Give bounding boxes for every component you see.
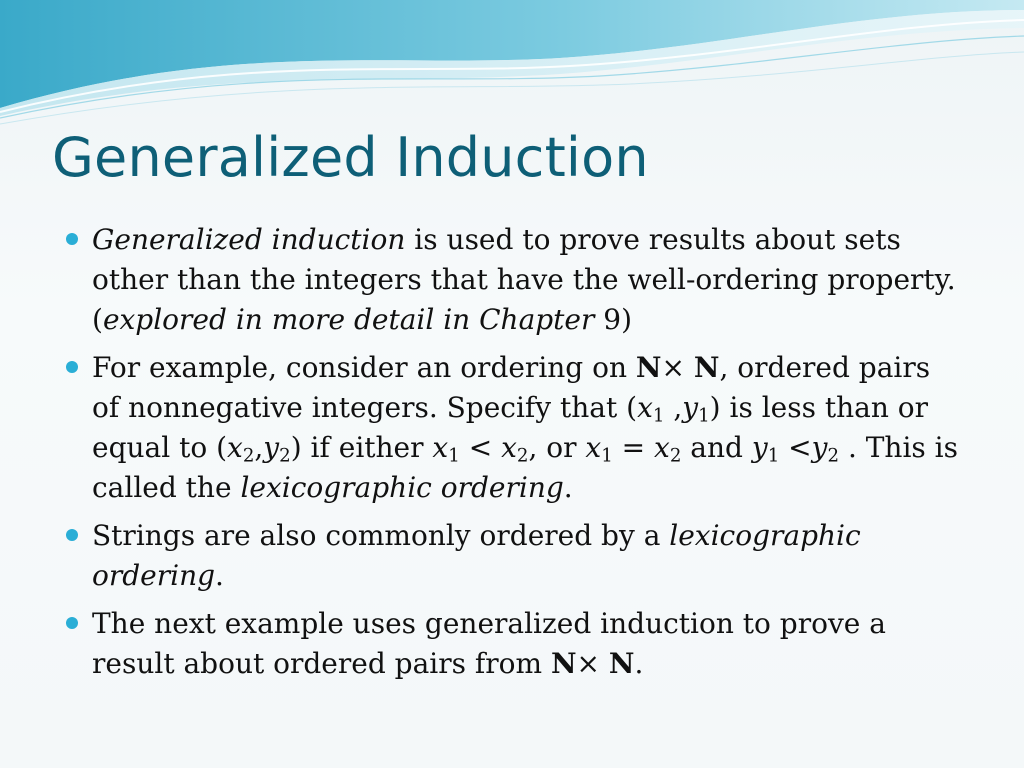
text-run: ) if either — [290, 431, 433, 464]
bullet-dot-icon — [66, 617, 78, 629]
text-run: lexicographic ordering — [240, 471, 564, 504]
text-run: The next example uses generalized induction to prove a result about ordered pairs from — [92, 607, 886, 680]
text-run: y — [751, 431, 768, 464]
text-run: 1 — [448, 445, 460, 467]
text-run: lexicographic ordering — [92, 519, 861, 592]
header-wave-decoration — [0, 0, 1024, 140]
text-run: × — [661, 351, 694, 384]
text-run: , — [664, 391, 683, 424]
text-run: x — [585, 431, 602, 464]
bullet-dot-icon — [66, 361, 78, 373]
text-run: 2 — [242, 445, 255, 467]
text-run: 1 — [698, 405, 710, 427]
text-run: 9) — [594, 303, 633, 336]
text-run: N — [693, 351, 720, 384]
text-run: 1 — [652, 405, 665, 427]
text-run: For example, consider an ordering on — [92, 351, 636, 384]
bullet-dot-icon — [66, 233, 78, 245]
text-run: is used to prove results about sets other than the integers that have the well-ordering property. ( — [92, 223, 956, 336]
text-run: , or — [528, 431, 586, 464]
text-run: , — [254, 431, 264, 464]
text-run: y — [263, 431, 280, 464]
text-run: Strings are also commonly ordered by a — [92, 519, 670, 552]
text-run: explored in more detail in Chapter — [102, 303, 595, 336]
text-run: N — [550, 647, 577, 680]
text-run: x — [227, 431, 243, 464]
text-run: y — [682, 391, 699, 424]
text-run: . This is called the — [92, 431, 959, 504]
text-run: 2 — [516, 445, 529, 467]
text-run: × — [576, 647, 609, 680]
bullet-list — [62, 220, 962, 692]
text-run: x — [654, 431, 670, 464]
text-run: , ordered pairs of nonnegative integers. Specify that ( — [92, 351, 931, 424]
text-run: 1 — [601, 445, 613, 467]
text-run: 2 — [279, 445, 291, 467]
bullet-text — [92, 604, 962, 684]
text-run: x — [637, 391, 653, 424]
text-run: x — [501, 431, 517, 464]
bullet-item — [62, 220, 962, 340]
text-run: 2 — [669, 445, 682, 467]
text-run: N — [635, 351, 662, 384]
text-run: . — [215, 559, 224, 592]
text-run: 1 — [767, 445, 780, 467]
slide-title: Generalized Induction — [52, 126, 649, 189]
text-run: . — [634, 647, 644, 680]
bullet-item — [62, 348, 962, 508]
text-run: < — [779, 431, 812, 464]
text-run: N — [608, 647, 635, 680]
bullet-item — [62, 604, 962, 684]
bullet-dot-icon — [66, 529, 78, 541]
text-run: 2 — [827, 445, 840, 467]
text-run: < — [459, 431, 502, 464]
text-run: = — [612, 431, 655, 464]
bullet-text — [92, 516, 962, 596]
text-run: and — [681, 431, 752, 464]
bullet-item — [62, 516, 962, 596]
text-run: Generalized induction — [92, 223, 406, 256]
text-run: x — [432, 431, 449, 464]
text-run: ) is less than or equal to ( — [92, 391, 929, 464]
bullet-text — [92, 220, 962, 340]
text-run: y — [811, 431, 828, 464]
bullet-text — [92, 348, 962, 508]
text-run: . — [563, 471, 573, 504]
